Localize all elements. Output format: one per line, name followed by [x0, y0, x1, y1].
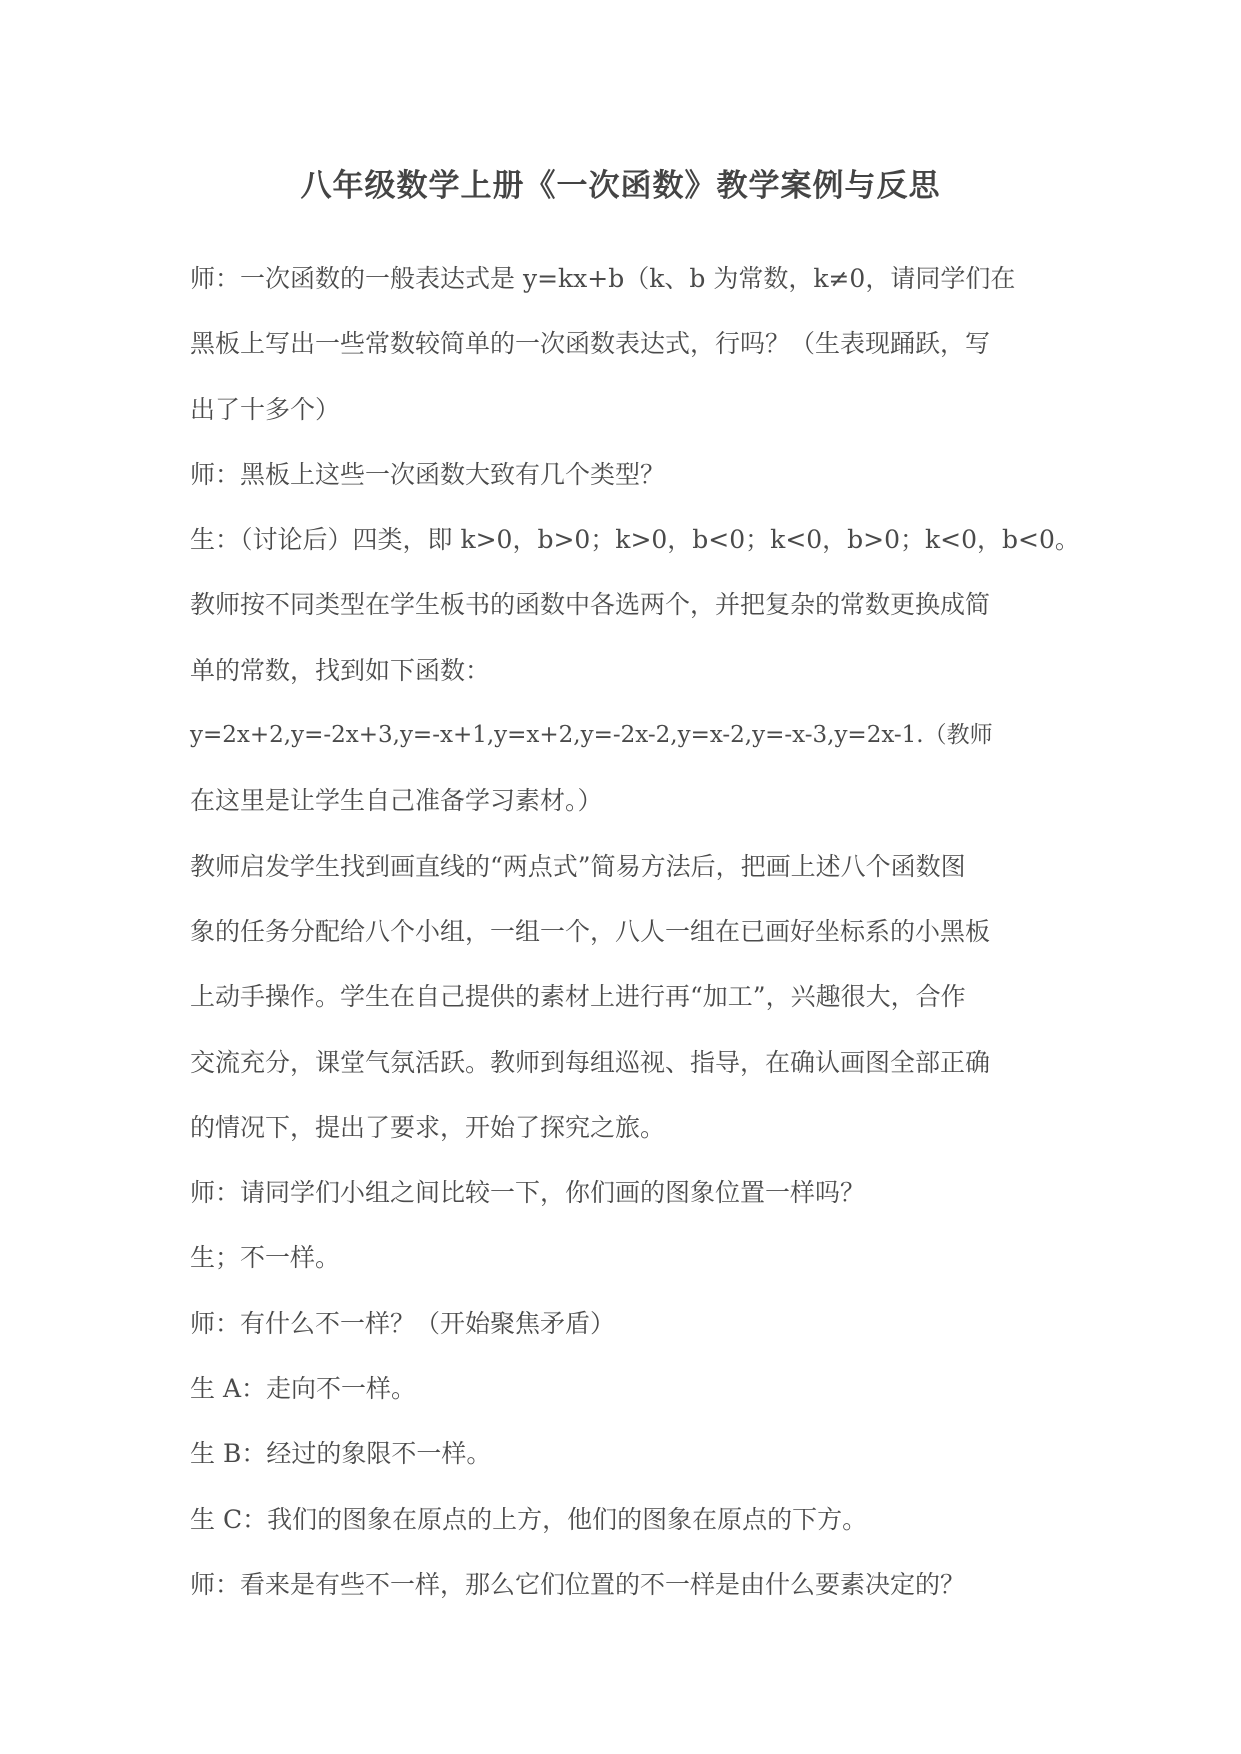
- text-line: 的情况下，提出了要求，开始了探究之旅。: [190, 1112, 666, 1142]
- formula-line: y=2x+2,y=-2x+3,y=-x+1,y=x+2,y=-2x-2,y=x-2,y=-x-3,y=2x-1.（教师: [190, 722, 993, 749]
- text-line: 师：黑板上这些一次函数大致有几个类型？: [190, 459, 666, 489]
- text-line: 象的任务分配给八个小组，一组一个，八人一组在已画好坐标系的小黑板: [190, 916, 991, 946]
- text-line: 单的常数，找到如下函数：: [190, 655, 491, 685]
- text-line: 师：一次函数的一般表达式是 y=kx+b（k、b 为常数，k≠0，请同学们在: [190, 264, 1016, 293]
- text-line: 出了十多个）: [190, 394, 341, 424]
- text-line: 师：请同学们小组之间比较一下，你们画的图象位置一样吗？: [190, 1178, 866, 1208]
- text-line: 师：有什么不一样？（开始聚焦矛盾）: [190, 1308, 616, 1338]
- text-line: 生 B：经过的象限不一样。: [190, 1439, 492, 1469]
- text-line: 生：（讨论后）四类，即 k>0，b>0；k>0，b<0；k<0，b>0；k<0，b<0。: [190, 525, 1080, 555]
- text-line: 生；不一样。: [190, 1243, 341, 1273]
- text-line: 黑板上写出一些常数较简单的一次函数表达式，行吗？（生表现踊跃，写: [190, 329, 991, 359]
- text-line: 师：看来是有些不一样，那么它们位置的不一样是由什么要素决定的？: [190, 1569, 966, 1599]
- text-line: 生 A：走向不一样。: [190, 1374, 417, 1404]
- document-body: [190, 246, 1080, 1617]
- text-line: 交流充分，课堂气氛活跃。教师到每组巡视、指导，在确认画图全部正确: [190, 1047, 991, 1077]
- text-line: 教师启发学生找到画直线的“两点式”简易方法后，把画上述八个函数图: [190, 851, 966, 881]
- text-line: 上动手操作。学生在自己提供的素材上进行再“加工”，兴趣很大，合作: [190, 982, 966, 1012]
- text-line: 生 C：我们的图象在原点的上方，他们的图象在原点的下方。: [190, 1504, 868, 1534]
- text-line: 在这里是让学生自己准备学习素材。）: [190, 786, 603, 816]
- text-line: 教师按不同类型在学生板书的函数中各选两个，并把复杂的常数更换成简: [190, 590, 991, 620]
- document-title: 八年级数学上册《一次函数》教学案例与反思: [300, 168, 941, 204]
